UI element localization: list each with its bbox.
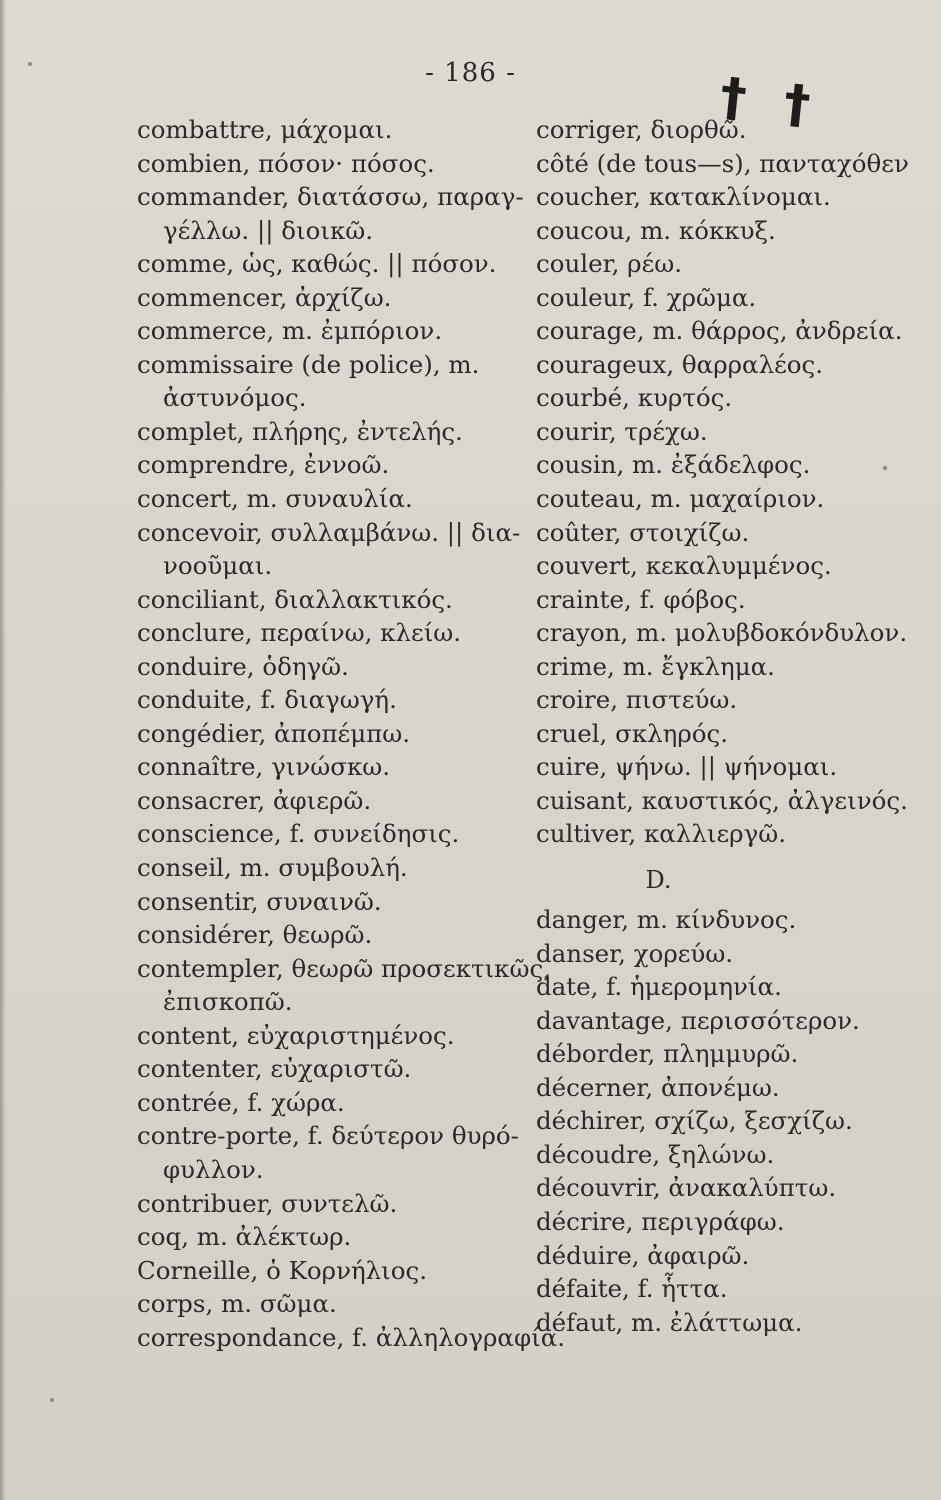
dictionary-entry: danger, m. κίνδυνος. bbox=[536, 905, 797, 935]
dictionary-entry: conseil, m. συμβουλή. bbox=[137, 853, 408, 883]
dictionary-entry: cultiver, καλλιεργῶ. bbox=[536, 819, 786, 849]
dictionary-entry-continuation: νοοῦμαι. bbox=[163, 551, 273, 581]
dictionary-entry: conciliant, διαλλακτικός. bbox=[137, 584, 453, 614]
dictionary-entry: déchirer, σχίζω, ξεσχίζω. bbox=[536, 1106, 853, 1136]
dictionary-entry: couteau, m. μαχαίριον. bbox=[536, 484, 825, 514]
dictionary-entry: crayon, m. μολυβδοκόνδυλον. bbox=[536, 618, 908, 648]
dictionary-entry: déborder, πλημμυρῶ. bbox=[536, 1039, 799, 1069]
page-edge-shadow bbox=[0, 0, 6, 1500]
paper-speck bbox=[883, 466, 887, 470]
dictionary-entry: concert, m. συναυλία. bbox=[137, 484, 413, 514]
dictionary-entry: content, εὐχαριστημένος. bbox=[137, 1020, 455, 1050]
dictionary-entry: davantage, περισσότερον. bbox=[536, 1005, 860, 1035]
dictionary-entry: comprendre, ἐννοῶ. bbox=[137, 450, 390, 480]
dictionary-entry: déduire, ἀφαιρῶ. bbox=[536, 1240, 750, 1270]
dictionary-entry: cuisant, καυστικός, ἀλγεινός. bbox=[536, 785, 908, 815]
dictionary-entry: contenter, εὐχαριστῶ. bbox=[137, 1054, 412, 1084]
dictionary-entry-continuation: ἀστυνόμος. bbox=[163, 383, 307, 413]
dictionary-entry: découvrir, ἀνακαλύπτω. bbox=[536, 1173, 837, 1203]
dictionary-entry: décerner, ἀπονέμω. bbox=[536, 1072, 780, 1102]
dictionary-entry: commissaire (de police), m. bbox=[137, 349, 480, 379]
dictionary-entry-continuation: φυλλον. bbox=[163, 1154, 264, 1184]
dictionary-entry: consentir, συναινῶ. bbox=[137, 886, 382, 916]
dictionary-entry: connaître, γινώσκω. bbox=[137, 752, 391, 782]
dictionary-entry: décrire, περιγράφω. bbox=[536, 1206, 785, 1236]
dictionary-entry: croire, πιστεύω. bbox=[536, 685, 738, 715]
dictionary-entry: conscience, f. συνείδησις. bbox=[137, 819, 460, 849]
dictionary-entry-continuation: ἐπισκοπῶ. bbox=[163, 987, 293, 1017]
dictionary-entry: danser, χορεύω. bbox=[536, 938, 734, 968]
section-letter-heading: D. bbox=[645, 866, 672, 895]
left-column bbox=[137, 113, 566, 1354]
dictionary-entry: combattre, μάχομαι. bbox=[137, 115, 393, 144]
dictionary-entry: courbé, κυρτός. bbox=[536, 383, 733, 413]
dictionary-entry: considérer, θεωρῶ. bbox=[137, 920, 373, 950]
dictionary-entry: défaite, f. ἧττα. bbox=[536, 1274, 728, 1304]
dictionary-entry: contempler, θεωρῶ προσεκτικῶς, bbox=[137, 953, 551, 983]
dictionary-entry: commerce, m. ἐμπόριον. bbox=[137, 316, 443, 346]
dictionary-entry: corriger, διορθῶ. bbox=[536, 115, 747, 144]
dictionary-entry: courage, m. θάρρος, ἀνδρεία. bbox=[536, 316, 903, 346]
dictionary-entry: crime, m. ἔγκλημα. bbox=[536, 651, 775, 681]
dictionary-entry: combien, πόσον· πόσος. bbox=[137, 148, 435, 178]
paper-speck bbox=[28, 62, 32, 66]
dictionary-entry: commencer, ἀρχίζω. bbox=[137, 282, 392, 312]
dictionary-entry-continuation: γέλλω. || διοικῶ. bbox=[163, 215, 374, 245]
dictionary-entry: cuire, ψήνω. || ψήνομαι. bbox=[536, 752, 838, 782]
dictionary-entry: consacrer, ἀφιερῶ. bbox=[137, 785, 372, 815]
dictionary-entry: courageux, θαρραλέος. bbox=[536, 349, 824, 379]
right-column-c-entries bbox=[536, 113, 931, 851]
dictionary-entry: cruel, σκληρός. bbox=[536, 718, 729, 748]
dictionary-entry: défaut, m. ἐλάττωμα. bbox=[536, 1307, 803, 1337]
dictionary-entry: coucou, m. κόκκυξ. bbox=[536, 215, 776, 245]
dictionary-entry: date, f. ἡμερομηνία. bbox=[536, 972, 782, 1002]
dictionary-entry: couvert, κεκαλυμμένος. bbox=[536, 551, 832, 581]
dictionary-entry: courir, τρέχω. bbox=[536, 416, 708, 446]
dictionary-entry: correspondance, f. ἀλληλογραφία. bbox=[137, 1322, 566, 1352]
dictionary-entry: cousin, m. ἐξάδελφος. bbox=[536, 450, 811, 480]
right-column-d-entries bbox=[536, 903, 931, 1339]
dictionary-entry: conduire, ὁδηγῶ. bbox=[137, 651, 349, 681]
handwritten-cross-marks: † † bbox=[717, 66, 823, 138]
dictionary-entry: complet, πλήρης, ἐντελής. bbox=[137, 416, 463, 446]
dictionary-entry: coûter, στοιχίζω. bbox=[536, 517, 750, 547]
dictionary-entry: comme, ὡς, καθώς. || πόσον. bbox=[137, 249, 497, 279]
dictionary-entry: contrée, f. χώρα. bbox=[137, 1087, 345, 1117]
dictionary-entry: coucher, κατακλίνομαι. bbox=[536, 182, 831, 212]
right-column bbox=[536, 113, 931, 1339]
dictionary-entry: coq, m. ἀλέκτωρ. bbox=[137, 1222, 352, 1252]
paper-speck bbox=[50, 1398, 54, 1402]
dictionary-entry: conduite, f. διαγωγή. bbox=[137, 685, 397, 715]
dictionary-entry: couleur, f. χρῶμα. bbox=[536, 282, 757, 312]
dictionary-entry: Corneille, ὁ Κορνήλιος. bbox=[137, 1255, 428, 1285]
dictionary-entry: crainte, f. φόβος. bbox=[536, 584, 746, 614]
dictionary-entry: côté (de tous—s), πανταχόθεν bbox=[536, 148, 909, 178]
dictionary-entry: concevoir, συλλαμβάνω. || δια- bbox=[137, 517, 521, 547]
dictionary-entry: commander, διατάσσω, παραγ- bbox=[137, 182, 524, 212]
dictionary-entry: découdre, ξηλώνω. bbox=[536, 1139, 775, 1169]
dictionary-entry: conclure, περαίνω, κλείω. bbox=[137, 618, 462, 648]
dictionary-entry: corps, m. σῶμα. bbox=[137, 1289, 337, 1319]
page-number: - 186 - bbox=[425, 58, 516, 88]
dictionary-entry: contribuer, συντελῶ. bbox=[137, 1188, 398, 1218]
dictionary-entry: couler, ρέω. bbox=[536, 249, 683, 279]
dictionary-entry: contre-porte, f. δεύτερον θυρό- bbox=[137, 1121, 519, 1151]
dictionary-entry: congédier, ἀποπέμπω. bbox=[137, 718, 411, 748]
